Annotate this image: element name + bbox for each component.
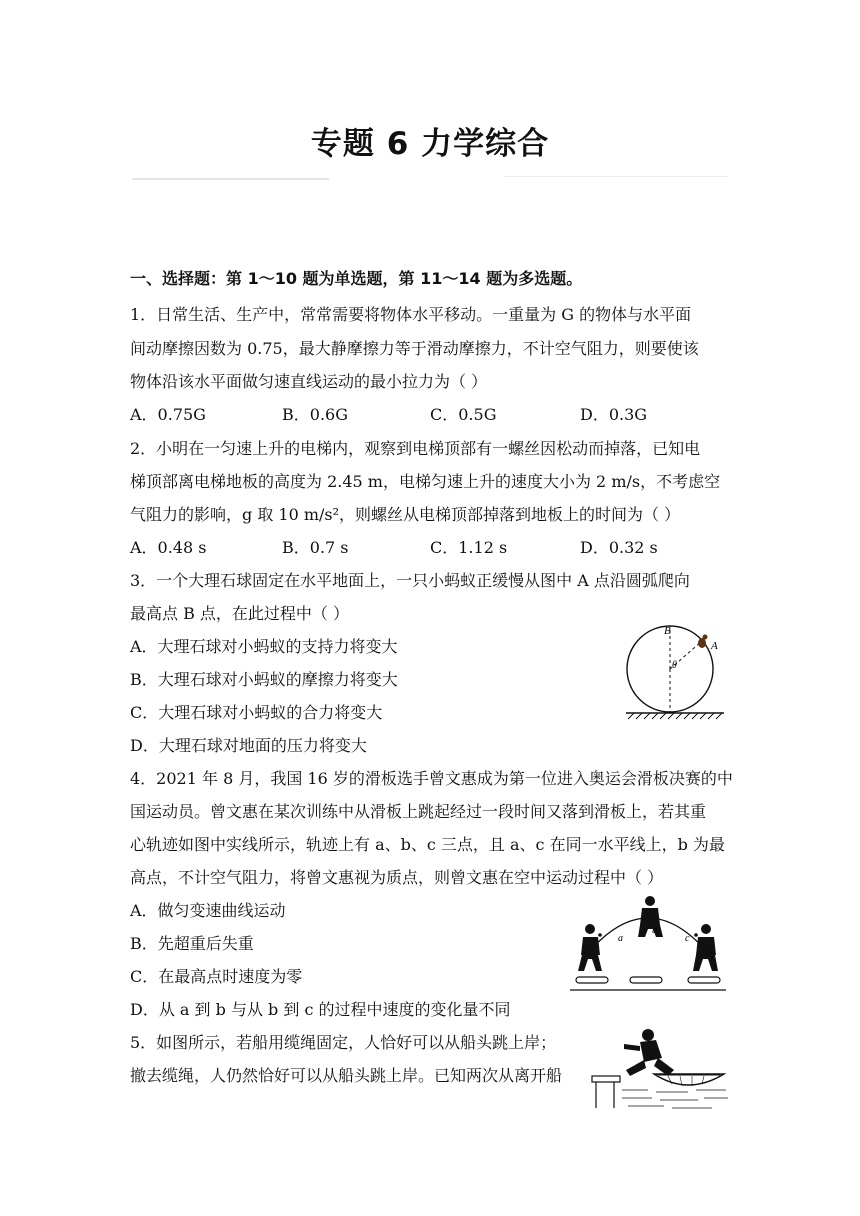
q1-option-c: C．0.5G (430, 405, 497, 424)
label-b: b (652, 925, 657, 936)
q4-option-c: C．在最高点时速度为零 (130, 967, 303, 986)
title-underline-right (504, 176, 728, 177)
point-c (694, 933, 698, 937)
q2-line-3: 气阻力的影响，g 取 10 m/s²，则螺丝从电梯顶部掉落到地板上的时间为（ ） (130, 505, 681, 524)
boat-hull (654, 1074, 724, 1085)
q4-line-4: 高点，不计空气阻力，将曾文惠视为质点，则曾文惠在空中运动过程中（ ） (130, 868, 664, 887)
skateboard-trajectory-figure (568, 893, 728, 997)
boat-jump-figure (588, 1026, 730, 1114)
ant-icon (698, 638, 706, 648)
q3-line-2: 最高点 B 点，在此过程中（ ） (130, 604, 350, 623)
jumping-person-icon (624, 1029, 674, 1076)
label-a: a (618, 933, 623, 944)
section-heading: 一、选择题：第 1～10 题为单选题，第 11～14 题为多选题。 (130, 269, 583, 288)
q3-option-a: A．大理石球对小蚂蚁的支持力将变大 (130, 637, 398, 656)
skater-right-icon (693, 924, 718, 971)
q3-option-d: D．大理石球对地面的压力将变大 (130, 736, 367, 755)
q1-line-3: 物体沿该水平面做匀速直线运动的最小拉力为（ ） (130, 372, 488, 391)
q4-line-1: 4．2021 年 8 月，我国 16 岁的滑板选手曾文惠成为第一位进入奥运会滑板决赛的中 (130, 769, 733, 788)
q2-line-1: 2．小明在一匀速上升的电梯内，观察到电梯顶部有一螺丝因松动而掉落，已知电 (130, 439, 701, 458)
q4-option-a: A．做匀变速曲线运动 (130, 901, 286, 920)
point-b (646, 916, 650, 920)
skater-left-icon (578, 924, 602, 971)
q1-option-b: B．0.6G (282, 405, 348, 424)
q1-line-2: 间动摩擦因数为 0.75，最大静摩擦力等于滑动摩擦力，不计空气阻力，则要使该 (130, 339, 699, 358)
ant-head (703, 635, 708, 640)
q2-line-2: 梯顶部离电梯地板的高度为 2.45 m，电梯匀速上升的速度大小为 2 m/s，不考虑空 (130, 472, 721, 491)
label-b: B (664, 625, 671, 637)
q1-line-1: 1．日常生活、生产中，常常需要将物体水平移动。一重量为 G 的物体与水平面 (130, 305, 692, 324)
label-theta: θ (672, 660, 677, 671)
q2-option-b: B．0.7 s (282, 538, 349, 557)
q3-option-c: C．大理石球对小蚂蚁的合力将变大 (130, 703, 383, 722)
q2-option-a: A．0.48 s (130, 538, 207, 557)
marble-sphere-figure (620, 622, 730, 722)
ground-hatching (628, 713, 722, 719)
q3-option-b: B．大理石球对小蚂蚁的摩擦力将变大 (130, 670, 398, 689)
q3-line-1: 3．一个大理石球固定在水平地面上，一只小蚂蚁正缓慢从图中 A 点沿圆弧爬向 (130, 571, 690, 590)
q4-line-2: 国运动员。曾文惠在某次训练中从滑板上跳起经过一段时间又落到滑板上，若其重 (130, 802, 707, 821)
skater-top-icon (638, 896, 663, 937)
q4-option-b: B．先超重后失重 (130, 934, 254, 953)
label-a: A (711, 640, 718, 652)
q5-line-1: 5．如图所示，若船用缆绳固定，人恰好可以从船头跳上岸； (130, 1033, 557, 1052)
title-underline-left (132, 178, 329, 180)
q2-option-c: C．1.12 s (430, 538, 508, 557)
water-lines (622, 1090, 728, 1108)
skateboards (576, 977, 720, 983)
q1-option-a: A．0.75G (130, 405, 206, 424)
page-title: 专题 6 力学综合 (310, 126, 550, 162)
q2-option-d: D．0.32 s (580, 538, 658, 557)
label-c: c (685, 933, 690, 944)
dock (592, 1076, 620, 1108)
q4-option-d: D．从 a 到 b 与从 b 到 c 的过程中速度的变化量不同 (130, 1000, 511, 1019)
point-a (598, 933, 602, 937)
q5-line-2: 撤去缆绳，人仍然恰好可以从船头跳上岸。已知两次从离开船 (130, 1066, 563, 1085)
q4-line-3: 心轨迹如图中实线所示，轨迹上有 a、b、c 三点，且 a、c 在同一水平线上，b 为最 (130, 835, 725, 854)
q1-option-d: D．0.3G (580, 405, 648, 424)
